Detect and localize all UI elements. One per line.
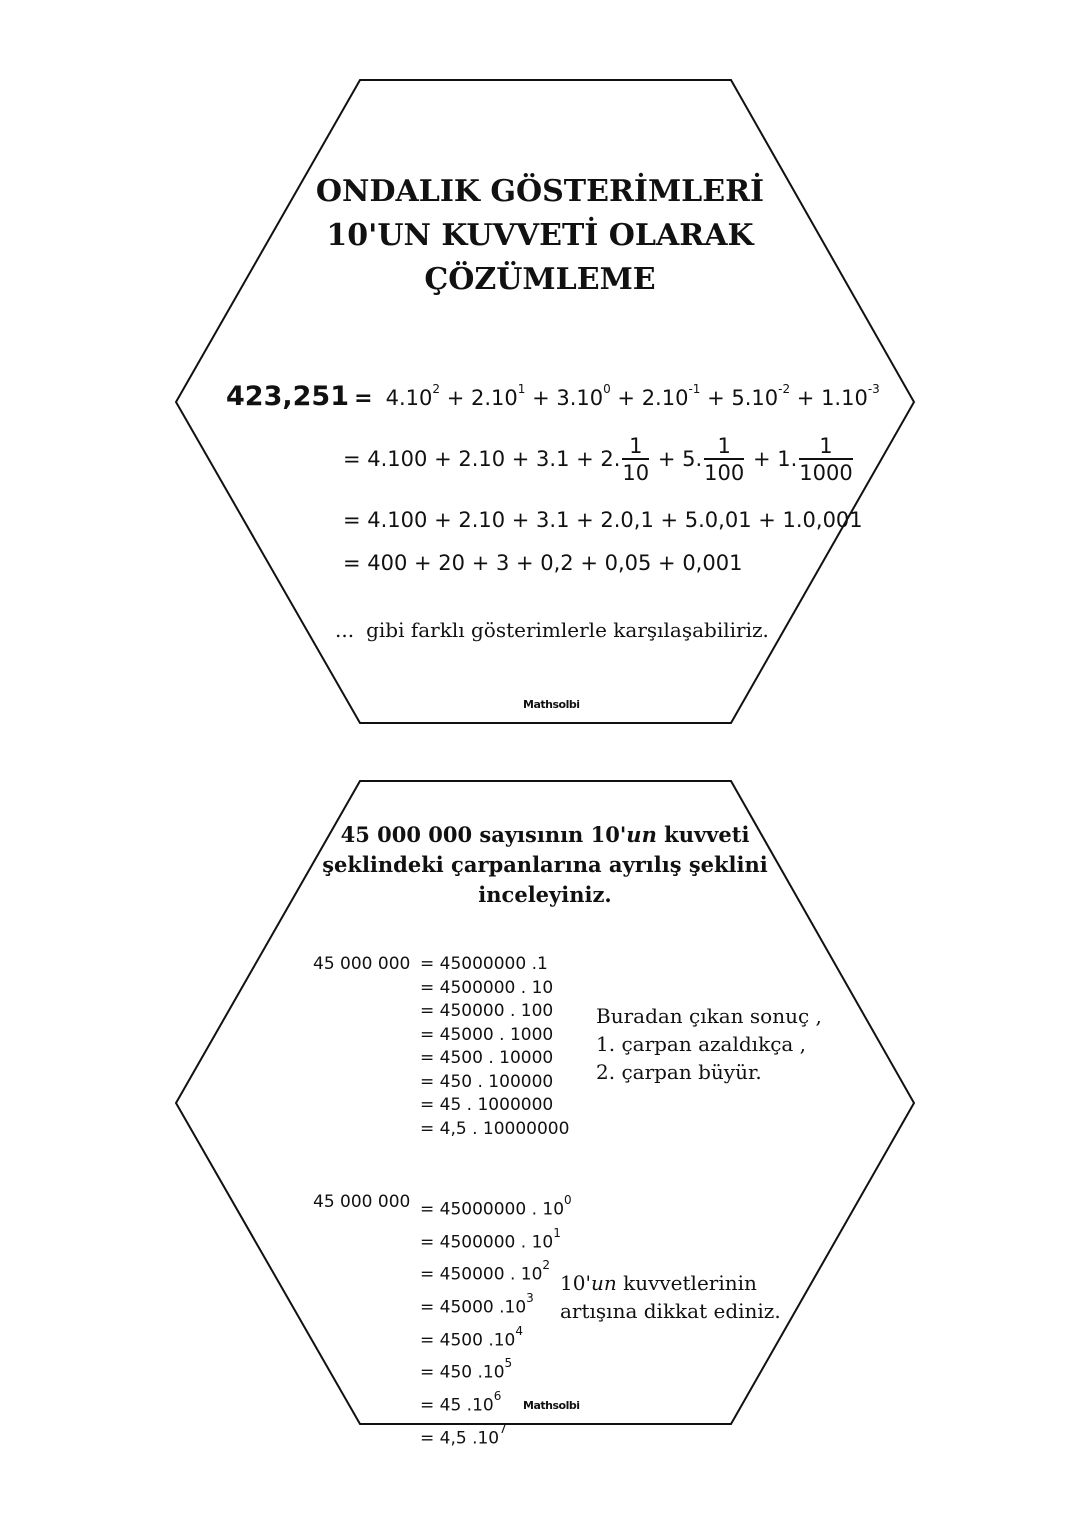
list-item: = 4,5 $.10^7$ [420, 1421, 507, 1449]
brand-logo: Mathsolbi [523, 698, 580, 711]
block1-number: 45 000 000 [313, 954, 411, 974]
brand-logo: Mathsolbi [523, 1399, 580, 1412]
block2-number: 45 000 000 [313, 1192, 411, 1212]
list-item: = 4500 . 10000 [420, 1048, 554, 1068]
block2-list [420, 1191, 572, 1452]
equation-line-4: = 400 + 20 + 3 + 0,2 + 0,05 + 0,001 [343, 551, 743, 575]
main-number: 423,251 [226, 381, 349, 412]
card1-note: ... gibi farklı gösterimlerle karşılaşabiliriz. [335, 618, 769, 642]
equation-line-2: = 4.100 + 2.10 + 3.1 + 2. $\frac{1}{10}$ + 5. $\frac{1}{100}$ + 1. $\frac{1}{1000}$ [343, 434, 853, 485]
list-item: = 450 . 100000 [420, 1071, 554, 1092]
list-item: = 45000 $.10^3$ [420, 1290, 534, 1318]
side-note-2: 10'un kuvvetlerinin artışına dikkat ediniz. [560, 1271, 781, 1323]
list-item: = 45 . 1000000 [420, 1095, 554, 1115]
list-item: = 45000000 . $10^0$ [420, 1193, 572, 1220]
list-item: = 4500000 . 10 [420, 977, 554, 998]
list-item: = 450000 . $10^2$ [420, 1258, 551, 1285]
equation-line-1: $423,251 = 4.10^2 + 2.10^1 + 3.10^0 + 2.10^{-1} + 5.10^{-2} + 1.10^{-3}$ [226, 381, 880, 412]
block1-list [420, 953, 569, 1141]
list-item: = 45000 . 1000 [420, 1024, 554, 1045]
list-item: = 450000 . 100 [420, 1001, 554, 1021]
list-item: = 45000000 .1 [420, 954, 548, 974]
list-item: = 4500000 . $10^1$ [420, 1225, 561, 1253]
list-item: = 450 $.10^5$ [420, 1356, 513, 1383]
card1-title: ONDALIK GÖSTERİMLERİ 10'UN KUVVETİ OLARAK ÇÖZÜMLEME [315, 174, 765, 297]
card2-title: 45 000 000 sayısının 10'un kuvveti şeklindeki çarpanlarına ayrılış şeklini inceleyiniz. [322, 822, 768, 907]
side-note-1: Buradan çıkan sonuç , 1. çarpan azaldıkça , 2. çarpan büyür. [596, 1004, 822, 1084]
equation-line-3: = 4.100 + 2.10 + 3.1 + 2.0,1 + 5.0,01 + 1.0,001 [343, 508, 863, 532]
list-item: = 45 $.10^6$ [420, 1388, 502, 1416]
list-item: = 4,5 . 10000000 [420, 1118, 570, 1139]
list-item: = 4500 $.10^4$ [420, 1323, 523, 1351]
